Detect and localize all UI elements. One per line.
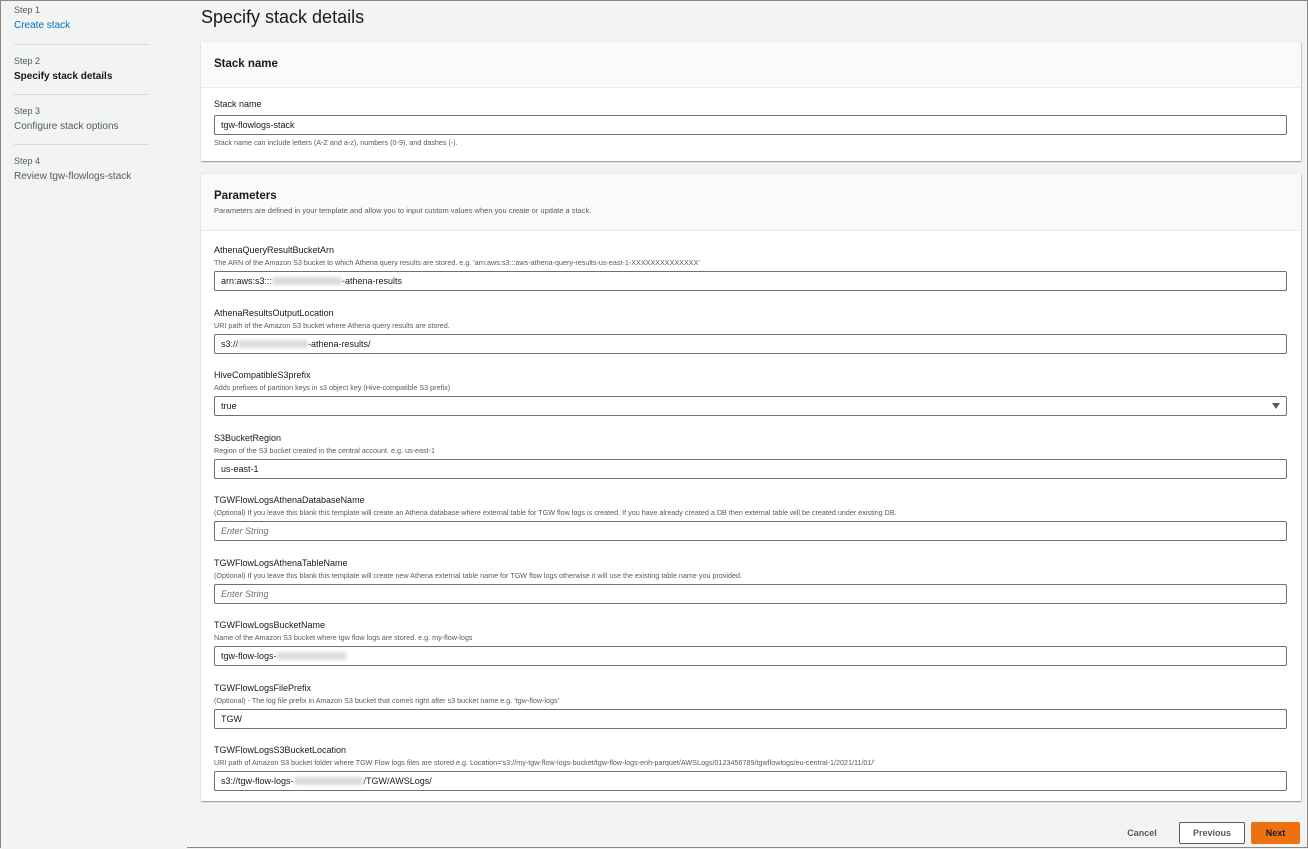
stack-name-input[interactable]: [214, 115, 1287, 135]
param-description: URI path of the Amazon S3 bucket where Athena query results are stored.: [214, 320, 450, 330]
param-field: [214, 370, 1287, 416]
step-number: Step 1: [14, 5, 41, 15]
redacted-account-id: [277, 652, 347, 660]
param-description: Name of the Amazon S3 bucket where tgw flow logs are stored. e.g. my-flow-logs: [214, 633, 473, 642]
input-value: us-east-1: [221, 463, 259, 474]
step-label-current: Specify stack details: [14, 71, 113, 82]
param-field: [214, 620, 1287, 666]
param-description: URI path of Amazon S3 bucket folder where TGW Flow logs files are stored e.g. Location='s3://my-tgw-flow-logs-bucket/tgw-flow-logs-enh-parquet/AWSLogs/0123456789/tgwflowlogs/eu-central-1/2021/11/01/': [214, 758, 875, 767]
step-3: [14, 106, 148, 132]
param-field: [214, 683, 1287, 729]
param-field: [214, 433, 1287, 479]
previous-button[interactable]: Previous: [1179, 822, 1245, 844]
param-field: [214, 558, 1287, 604]
input-value: tgw-flowlogs-stack: [221, 120, 295, 130]
step-number: Step 2: [14, 56, 41, 66]
select-value: true: [221, 401, 237, 411]
redacted-account-id: [272, 277, 342, 285]
field-hint: Stack name can include letters (A-Z and a-z), numbers (0-9), and dashes (-).: [214, 138, 458, 147]
param-input[interactable]: [214, 521, 1287, 541]
param-description: (Optional) - The log file prefix in Amazon S3 bucket that comes right after s3 bucket name e.g. 'tgw-flow-logs': [214, 695, 559, 705]
param-label: TGWFlowLogsFilePrefix: [214, 682, 312, 693]
panel-title: Parameters: [214, 190, 277, 202]
input-value-prefix: s3://tgw-flow-logs-: [221, 776, 294, 786]
param-description: The ARN of the Amazon S3 bucket to which Athena query results are stored. e.g. 'arn:aws:s3:::aws-athena-query-results-us-east-1-XXXXXXXXXXXXXX': [214, 258, 700, 267]
param-label: TGWFlowLogsS3BucketLocation: [214, 745, 347, 755]
param-label: TGWFlowLogsAthenaDatabaseName: [214, 495, 365, 505]
step-2: [14, 56, 148, 82]
redacted-account-id: [294, 777, 364, 785]
next-button[interactable]: Next: [1251, 822, 1300, 844]
redacted-account-id: [238, 340, 308, 348]
input-value-suffix: -athena-results: [342, 276, 403, 286]
param-description: (Optional) If you leave this blank this template will create an Athena database where external table for TGW flow logs is created. If you have already created a DB then external table will be created under existing DB.: [214, 508, 897, 517]
param-label: HiveCompatibleS3prefix: [214, 370, 311, 380]
param-input[interactable]: [214, 709, 1287, 729]
param-description: Region of the S3 bucket created in the central account. e.g. us-east-1: [214, 445, 435, 455]
input-value-suffix: -athena-results/: [308, 338, 371, 349]
param-label: TGWFlowLogsBucketName: [214, 620, 326, 630]
param-field: [214, 745, 1287, 791]
param-field: [214, 495, 1287, 541]
step-label: Configure stack options: [14, 121, 119, 132]
param-label: AthenaResultsOutputLocation: [214, 307, 334, 318]
field-label: Stack name: [214, 99, 262, 109]
caret-down-icon: [1272, 403, 1280, 409]
param-input[interactable]: [214, 771, 1287, 791]
param-label: AthenaQueryResultBucketArn: [214, 245, 335, 255]
input-value-prefix: arn:aws:s3:::: [221, 276, 273, 286]
param-input[interactable]: [214, 459, 1287, 479]
step-link-create-stack[interactable]: Create stack: [14, 20, 71, 31]
input-value: TGW: [221, 713, 242, 724]
divider: [14, 144, 148, 145]
param-input[interactable]: [214, 584, 1287, 604]
cancel-button[interactable]: Cancel: [1127, 828, 1157, 838]
param-input[interactable]: [214, 646, 1287, 666]
step-number: Step 3: [14, 106, 41, 116]
page-title: Specify stack details: [201, 7, 365, 27]
panel-title: Stack name: [214, 58, 278, 70]
input-placeholder: Enter String: [221, 526, 269, 536]
param-label: S3BucketRegion: [214, 432, 282, 443]
param-label: TGWFlowLogsAthenaTableName: [214, 557, 348, 568]
step-4: [14, 156, 148, 182]
param-select[interactable]: [214, 396, 1287, 416]
param-description: (Optional) If you leave this blank this template will create new Athena external table name for TGW flow logs otherwise it will use the existing table name you provided.: [214, 570, 743, 580]
stack-name-panel: [201, 41, 1301, 161]
step-number: Step 4: [14, 156, 41, 166]
param-input[interactable]: [214, 334, 1287, 354]
panel-description: Parameters are defined in your template and allow you to input custom values when you create or update a stack.: [214, 206, 592, 215]
divider: [14, 44, 148, 45]
param-description: Adds prefixes of partition keys in s3 object key (Hive-compatible S3 prefix): [214, 383, 451, 392]
input-value-prefix: tgw-flow-logs-: [221, 651, 277, 661]
param-input[interactable]: [214, 271, 1287, 291]
input-value-prefix: s3://: [221, 338, 239, 349]
input-value-suffix: /TGW/AWSLogs/: [363, 776, 432, 786]
input-placeholder: Enter String: [221, 588, 269, 599]
param-field: [214, 308, 1287, 354]
parameters-panel: [201, 173, 1301, 801]
step-label: Review tgw-flowlogs-stack: [14, 171, 132, 182]
step-1[interactable]: [14, 5, 148, 31]
param-field: [214, 245, 1287, 291]
divider: [14, 94, 148, 95]
wizard-sidebar: [1, 1, 187, 849]
